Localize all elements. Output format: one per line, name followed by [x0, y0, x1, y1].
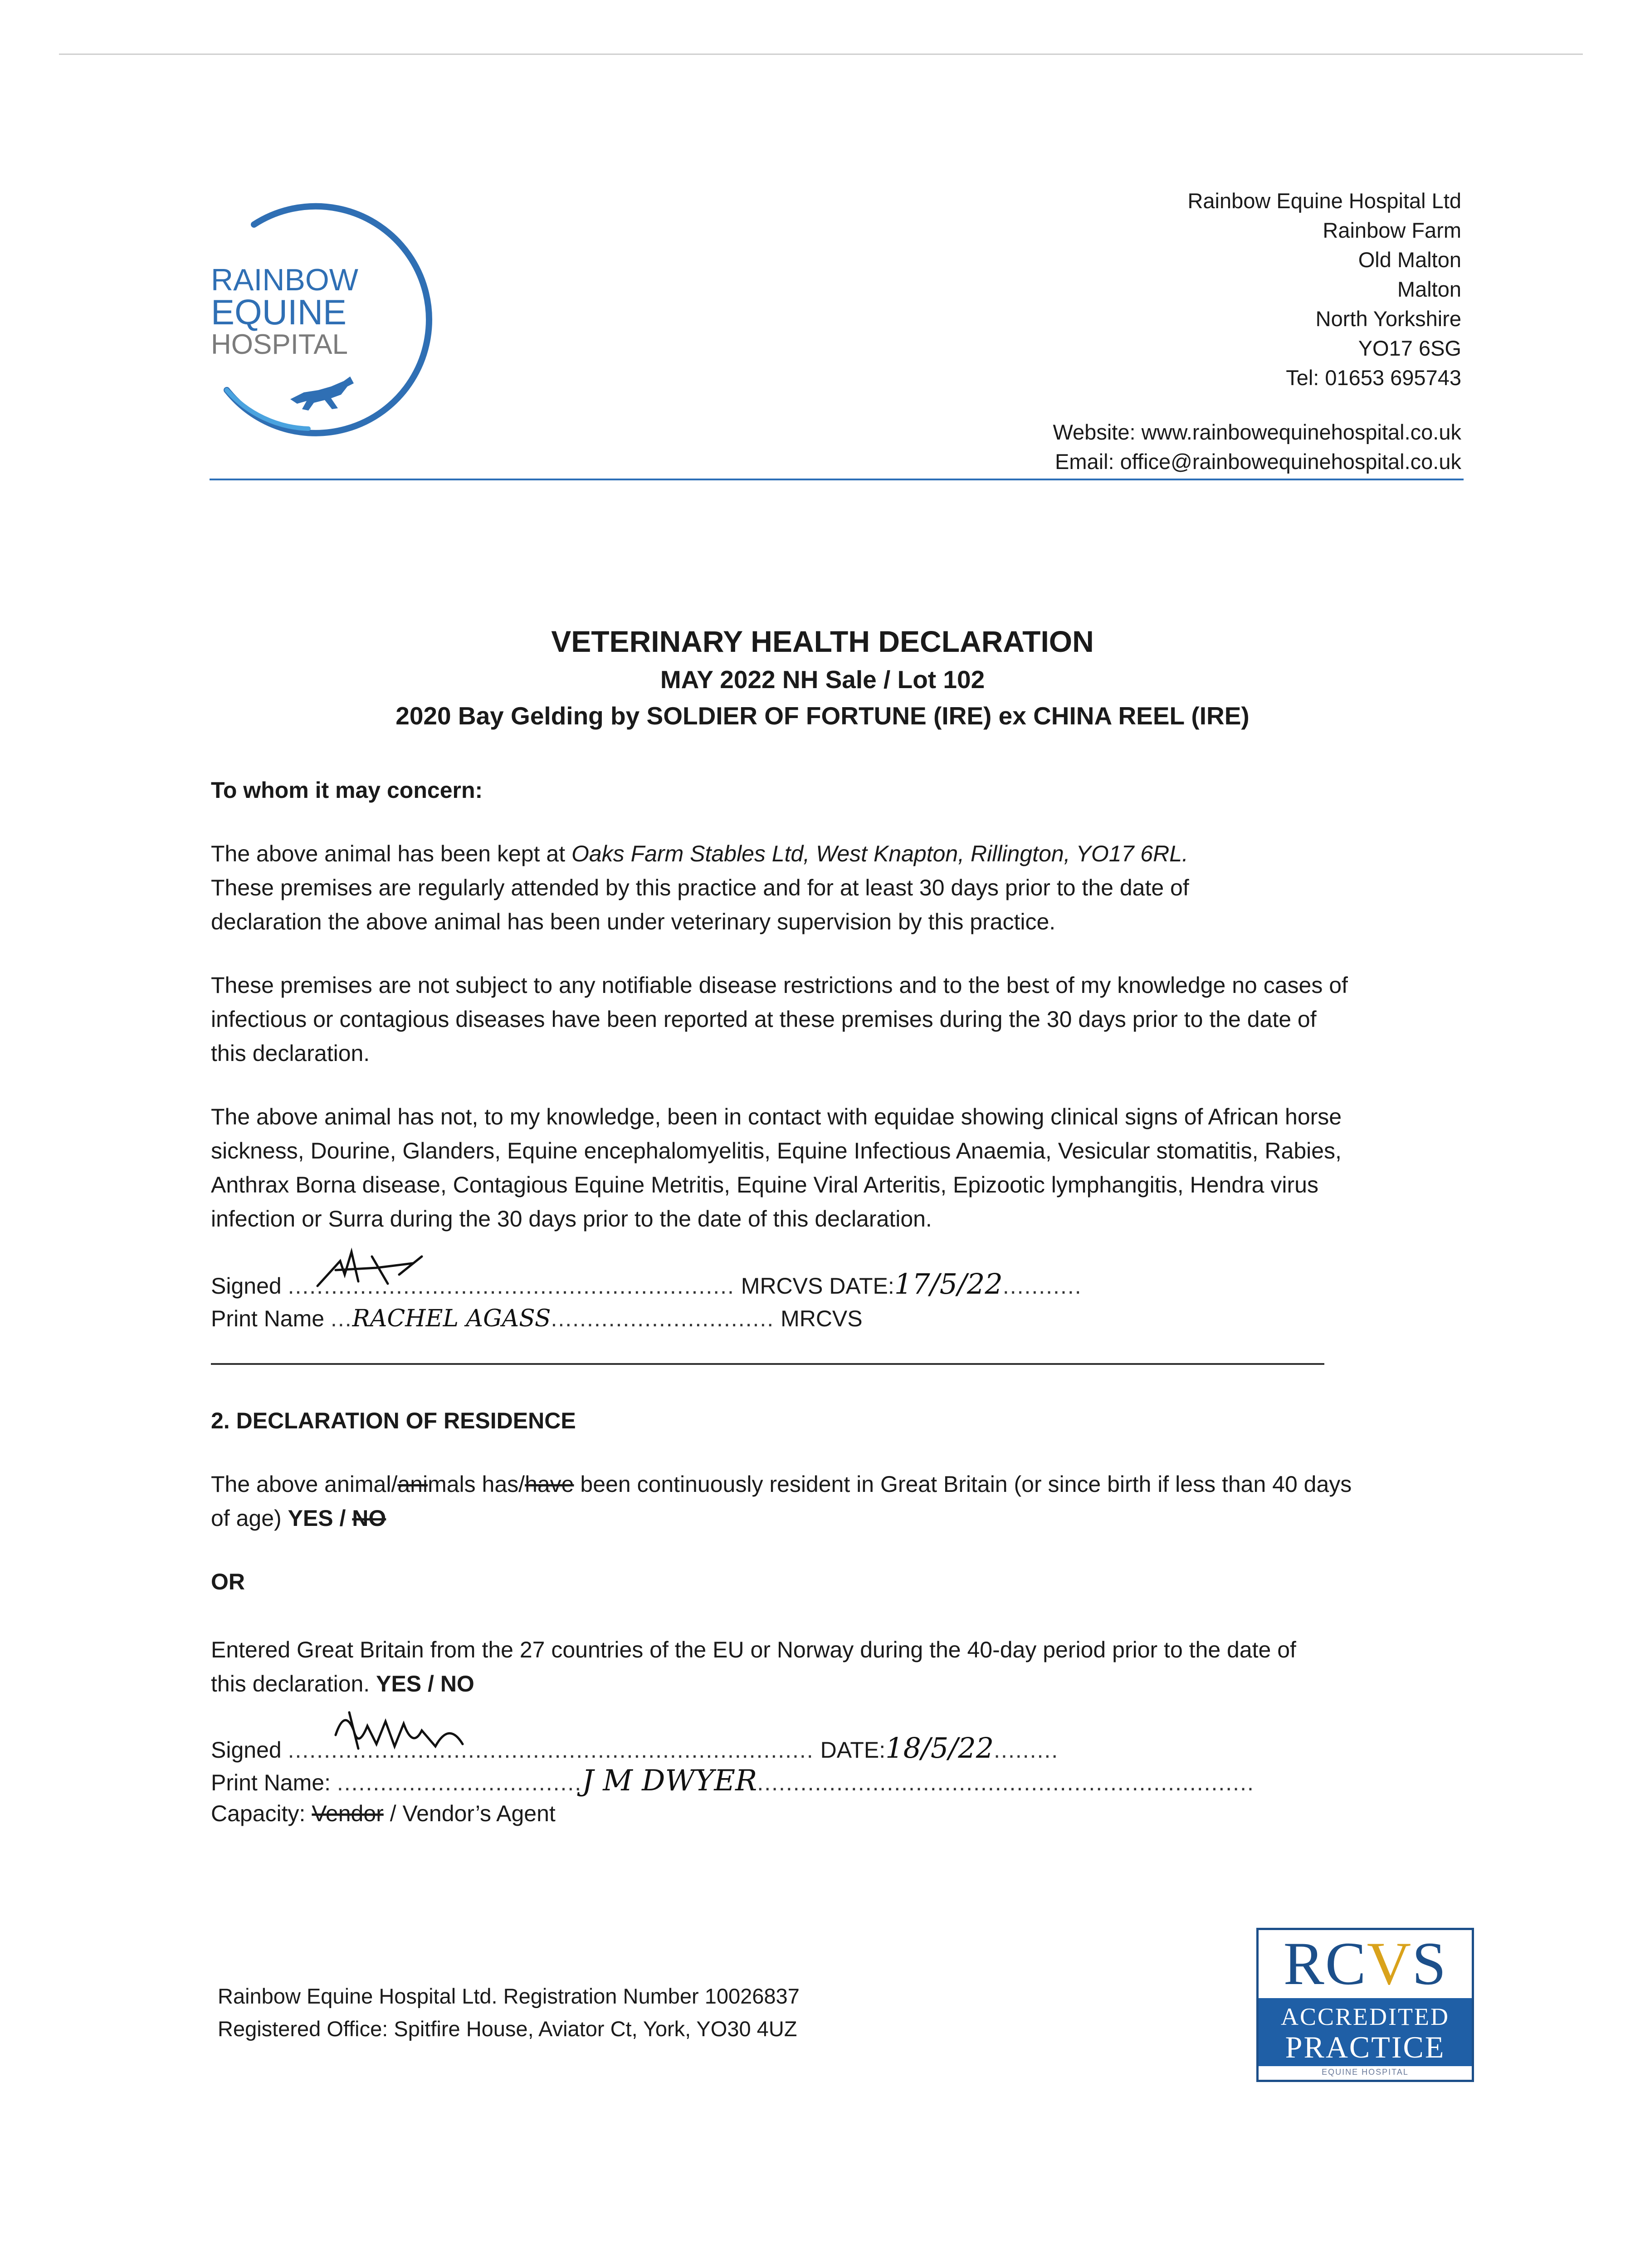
- paragraph-line: These premises are regularly attended by this practice and for at least 30 days prior to the date of: [211, 875, 1189, 900]
- address-line: Old Malton: [1358, 248, 1461, 272]
- print-line: .....................................................................: [757, 1770, 1254, 1795]
- vet-print-label: Print Name: [211, 1306, 325, 1331]
- rcvs-logo: [1259, 1930, 1472, 1998]
- hospital-contact: [1053, 417, 1461, 476]
- paragraph-line: infectious or contagious diseases have been reported at these premises during the 30 days prior to the date of: [211, 1007, 1317, 1032]
- struck-text: ani: [397, 1471, 428, 1497]
- logo-text-rainbow: RAINBOW: [211, 263, 358, 297]
- agent-signed-label: Signed: [211, 1737, 282, 1763]
- paragraph-diseases: [211, 1100, 1472, 1236]
- rcvs-v: V: [1367, 1930, 1412, 1998]
- residence-statement: [211, 1467, 1472, 1535]
- footer-office: Registered Office: Spitfire House, Aviator Ct, York, YO30 4UZ: [218, 2017, 797, 2041]
- address-phone: Tel: 01653 695743: [1286, 366, 1461, 390]
- residence-text: of age): [211, 1505, 288, 1531]
- vet-signature-scribble: [308, 1243, 444, 1293]
- paragraph-line: Anthrax Borna disease, Contagious Equine Metritis, Equine Viral Arteritis, Epizootic lymphangitis, Hendra virus: [211, 1172, 1318, 1198]
- entered-text: Entered Great Britain from the 27 countries of the EU or Norway during the 40-day period prior to the date of: [211, 1637, 1296, 1662]
- logo-text-hospital: HOSPITAL: [211, 329, 348, 360]
- premises-name: Oaks Farm Stables Ltd, West Knapton, Rillington, YO17 6RL.: [571, 841, 1188, 866]
- vet-date-label: MRCVS DATE:: [741, 1273, 894, 1299]
- rcvs-accreditation-badge: [1256, 1928, 1474, 2082]
- agent-print-value: J M DWYER: [582, 1764, 757, 1798]
- paragraph-premises: [211, 837, 1472, 939]
- title-sale: MAY 2022 NH Sale / Lot 102: [660, 665, 985, 694]
- website-text: Website: www.rainbowequinehospital.co.uk: [1053, 420, 1461, 444]
- rcvs-letters: RC: [1283, 1930, 1367, 1998]
- footer-registration: Rainbow Equine Hospital Ltd. Registration Number 10026837: [218, 1984, 800, 2008]
- vendor-struck: Vendor: [312, 1801, 384, 1826]
- vet-signed-label: Signed: [211, 1273, 282, 1299]
- top-scan-rule: [59, 54, 1583, 55]
- practice-text: PRACTICE: [1285, 2030, 1445, 2064]
- title-horse: 2020 Bay Gelding by SOLDIER OF FORTUNE (IRE) ex CHINA REEL (IRE): [395, 702, 1250, 730]
- signature-line: ..............................................................: [288, 1273, 735, 1299]
- hospital-address: [1187, 186, 1461, 392]
- entered-text: this declaration.: [211, 1671, 376, 1696]
- horse-icon: [290, 376, 354, 411]
- agent-date-value: 18/5/22: [885, 1731, 994, 1765]
- no-option-struck: NO: [352, 1505, 386, 1531]
- address-line: YO17 6SG: [1358, 336, 1461, 360]
- title-main: VETERINARY HEALTH DECLARATION: [551, 625, 1094, 658]
- address-line: Malton: [1397, 277, 1461, 301]
- struck-text: have: [525, 1471, 574, 1497]
- paragraph-line: The above animal has not, to my knowledge, been in contact with equidae showing clinical signs of African horse: [211, 1104, 1342, 1129]
- capacity-value: / Vendor’s Agent: [383, 1801, 556, 1826]
- agent-print-label: Print Name:: [211, 1770, 331, 1795]
- rcvs-s: S: [1412, 1930, 1447, 1998]
- registration-footer: [218, 1980, 800, 2045]
- residence-text: mals has/: [428, 1471, 525, 1497]
- paragraph-line: this declaration.: [211, 1041, 370, 1066]
- print-line: ...............................: [551, 1306, 775, 1331]
- accredited-text: ACCREDITED: [1281, 2003, 1450, 2030]
- date-line: ...........: [1002, 1273, 1082, 1299]
- salutation: To whom it may concern:: [211, 777, 483, 803]
- hospital-logo: [200, 181, 463, 445]
- vet-date-value: 17/5/22: [894, 1267, 1003, 1300]
- yes-no-option: YES / NO: [376, 1671, 474, 1696]
- section-heading: 2. DECLARATION OF RESIDENCE: [211, 1408, 576, 1433]
- capacity-label: Capacity:: [211, 1801, 312, 1826]
- section-divider: [211, 1363, 1324, 1365]
- premises-prefix: The above animal has been kept at: [211, 841, 571, 866]
- residence-text: been continuously resident in Great Britain (or since birth if less than 40 days: [574, 1471, 1352, 1497]
- header-rule: [210, 479, 1464, 480]
- yes-option: YES /: [288, 1505, 352, 1531]
- date-line: .........: [994, 1737, 1059, 1763]
- email-text: Email: office@rainbowequinehospital.co.uk: [1055, 450, 1461, 474]
- or-label: OR: [211, 1569, 245, 1594]
- paragraph-line: These premises are not subject to any notifiable disease restrictions and to the best of my knowledge no cases of: [211, 973, 1348, 998]
- print-line-lead: ..................................: [337, 1770, 582, 1795]
- document-title: [0, 621, 1645, 734]
- vet-print-value: RACHEL AGASS: [352, 1305, 551, 1332]
- accredited-practice-band: [1259, 1998, 1472, 2066]
- signature-line: .........................................................................: [288, 1737, 814, 1763]
- badge-subtitle: EQUINE HOSPITAL: [1259, 2066, 1472, 2078]
- agent-signature-scribble: [327, 1703, 535, 1758]
- logo-emblem: [200, 181, 463, 445]
- agent-date-label: DATE:: [820, 1737, 886, 1763]
- paragraph-line: sickness, Dourine, Glanders, Equine encephalomyelitis, Equine Infectious Anaemia, Vesicular stomatitis, Rabies,: [211, 1138, 1342, 1163]
- address-line: Rainbow Farm: [1323, 218, 1461, 242]
- address-line: Rainbow Equine Hospital Ltd: [1187, 189, 1461, 213]
- logo-text-equine: EQUINE: [211, 292, 347, 332]
- paragraph-line: infection or Surra during the 30 days prior to the date of this declaration.: [211, 1206, 932, 1232]
- paragraph-restrictions: [211, 968, 1472, 1070]
- address-line: North Yorkshire: [1315, 307, 1461, 331]
- print-line-lead: ...: [330, 1306, 352, 1331]
- entered-statement: [211, 1633, 1472, 1701]
- residence-text: The above animal/: [211, 1471, 398, 1497]
- paragraph-line: declaration the above animal has been under veterinary supervision by this practice.: [211, 909, 1056, 934]
- vet-mrcvs-label: MRCVS: [781, 1306, 863, 1331]
